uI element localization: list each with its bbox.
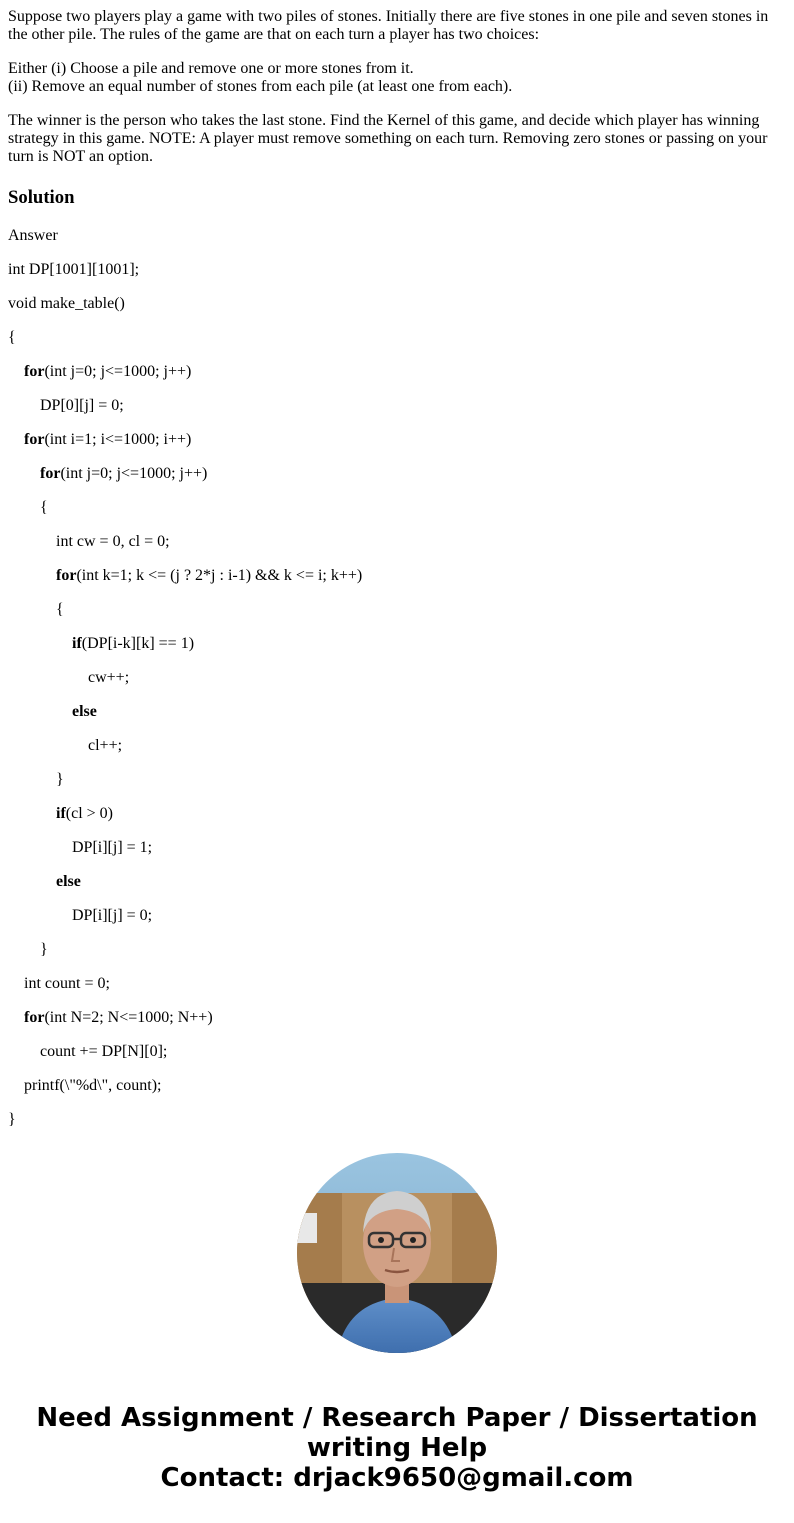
code-line — [8, 465, 786, 483]
answer-label: Answer — [8, 227, 58, 244]
code-text: (DP[i-k][k] == 1) — [81, 635, 195, 652]
code-line — [8, 601, 786, 619]
code-text: int cw = 0, cl = 0; — [56, 533, 170, 550]
code-text: int count = 0; — [24, 975, 110, 992]
code-text: (cl > 0) — [65, 805, 114, 822]
code-text: DP[0][j] = 0; — [40, 397, 124, 414]
code-text: { — [56, 601, 64, 618]
option-one: Either (i) Choose a pile and remove one or more stones from it. — [8, 60, 414, 77]
code-text: (int N=2; N<=1000; N++) — [44, 1009, 213, 1026]
code-line — [8, 397, 786, 415]
code-line — [8, 771, 786, 789]
code-line — [8, 635, 786, 653]
code-line — [8, 907, 786, 925]
code-block — [8, 261, 786, 1129]
code-text: count += DP[N][0]; — [40, 1043, 168, 1060]
contact-email: Contact: drjack9650@gmail.com — [160, 1463, 634, 1493]
code-text: { — [40, 499, 48, 516]
code-line — [8, 805, 786, 823]
code-line — [8, 669, 786, 687]
code-line — [8, 941, 786, 959]
code-line — [8, 261, 786, 279]
code-keyword: if — [56, 805, 66, 822]
code-keyword: for — [40, 465, 61, 482]
code-text: } — [8, 1111, 16, 1128]
code-line — [8, 1077, 786, 1095]
code-keyword: for — [24, 1009, 45, 1026]
code-text: (int j=0; j<=1000; j++) — [60, 465, 208, 482]
code-line — [8, 363, 786, 381]
code-line — [8, 1111, 786, 1129]
code-text: int DP[1001][1001]; — [8, 261, 140, 278]
code-text: } — [40, 941, 48, 958]
code-keyword: for — [24, 431, 45, 448]
code-keyword: for — [24, 363, 45, 380]
code-keyword: if — [72, 635, 82, 652]
code-text: (int i=1; i<=1000; i++) — [44, 431, 192, 448]
code-keyword: else — [72, 703, 97, 720]
banner-line-1: Need Assignment / Research Paper / Dissertation — [36, 1403, 758, 1433]
code-line — [8, 1009, 786, 1027]
code-text: { — [8, 329, 16, 346]
code-line — [8, 975, 786, 993]
code-text: } — [56, 771, 64, 788]
question-paragraph: Suppose two players play a game with two piles of stones. Initially there are five stones in one pile and seven stones in the other pile. The rules of the game are that on each turn a player has two choices: — [8, 8, 769, 43]
code-keyword: else — [56, 873, 81, 890]
code-line — [8, 295, 786, 313]
code-line — [8, 533, 786, 551]
code-line — [8, 431, 786, 449]
code-text: printf(\"%d\", count); — [24, 1077, 162, 1094]
code-line — [8, 703, 786, 721]
code-line — [8, 839, 786, 857]
option-two: (ii) Remove an equal number of stones from each pile (at least one from each). — [8, 78, 513, 95]
code-text: DP[i][j] = 0; — [72, 907, 153, 924]
banner-line-2: writing Help — [306, 1433, 488, 1463]
code-text: (int j=0; j<=1000; j++) — [44, 363, 192, 380]
help-banner — [0, 1403, 794, 1493]
question-options — [8, 60, 786, 96]
code-text: cl++; — [88, 737, 123, 754]
solution-heading: Solution — [8, 187, 75, 208]
code-line — [8, 567, 786, 585]
code-line — [8, 1043, 786, 1061]
question-rules: The winner is the person who takes the last stone. Find the Kernel of this game, and decide which player has winning strategy in this game. NOTE: A player must remove something on each turn. Removing zero stones or passing on your turn is NOT an option. — [8, 112, 768, 165]
code-text: void make_table() — [8, 295, 125, 312]
code-line — [8, 873, 786, 891]
code-keyword: for — [56, 567, 77, 584]
code-text: (int k=1; k <= (j ? 2*j : i-1) && k <= i; k++) — [76, 567, 363, 584]
code-line — [8, 499, 786, 517]
code-line — [8, 737, 786, 755]
author-avatar — [297, 1153, 497, 1353]
code-text: DP[i][j] = 1; — [72, 839, 153, 856]
code-line — [8, 329, 786, 347]
person-photo-icon — [297, 1153, 497, 1353]
code-text: cw++; — [88, 669, 130, 686]
